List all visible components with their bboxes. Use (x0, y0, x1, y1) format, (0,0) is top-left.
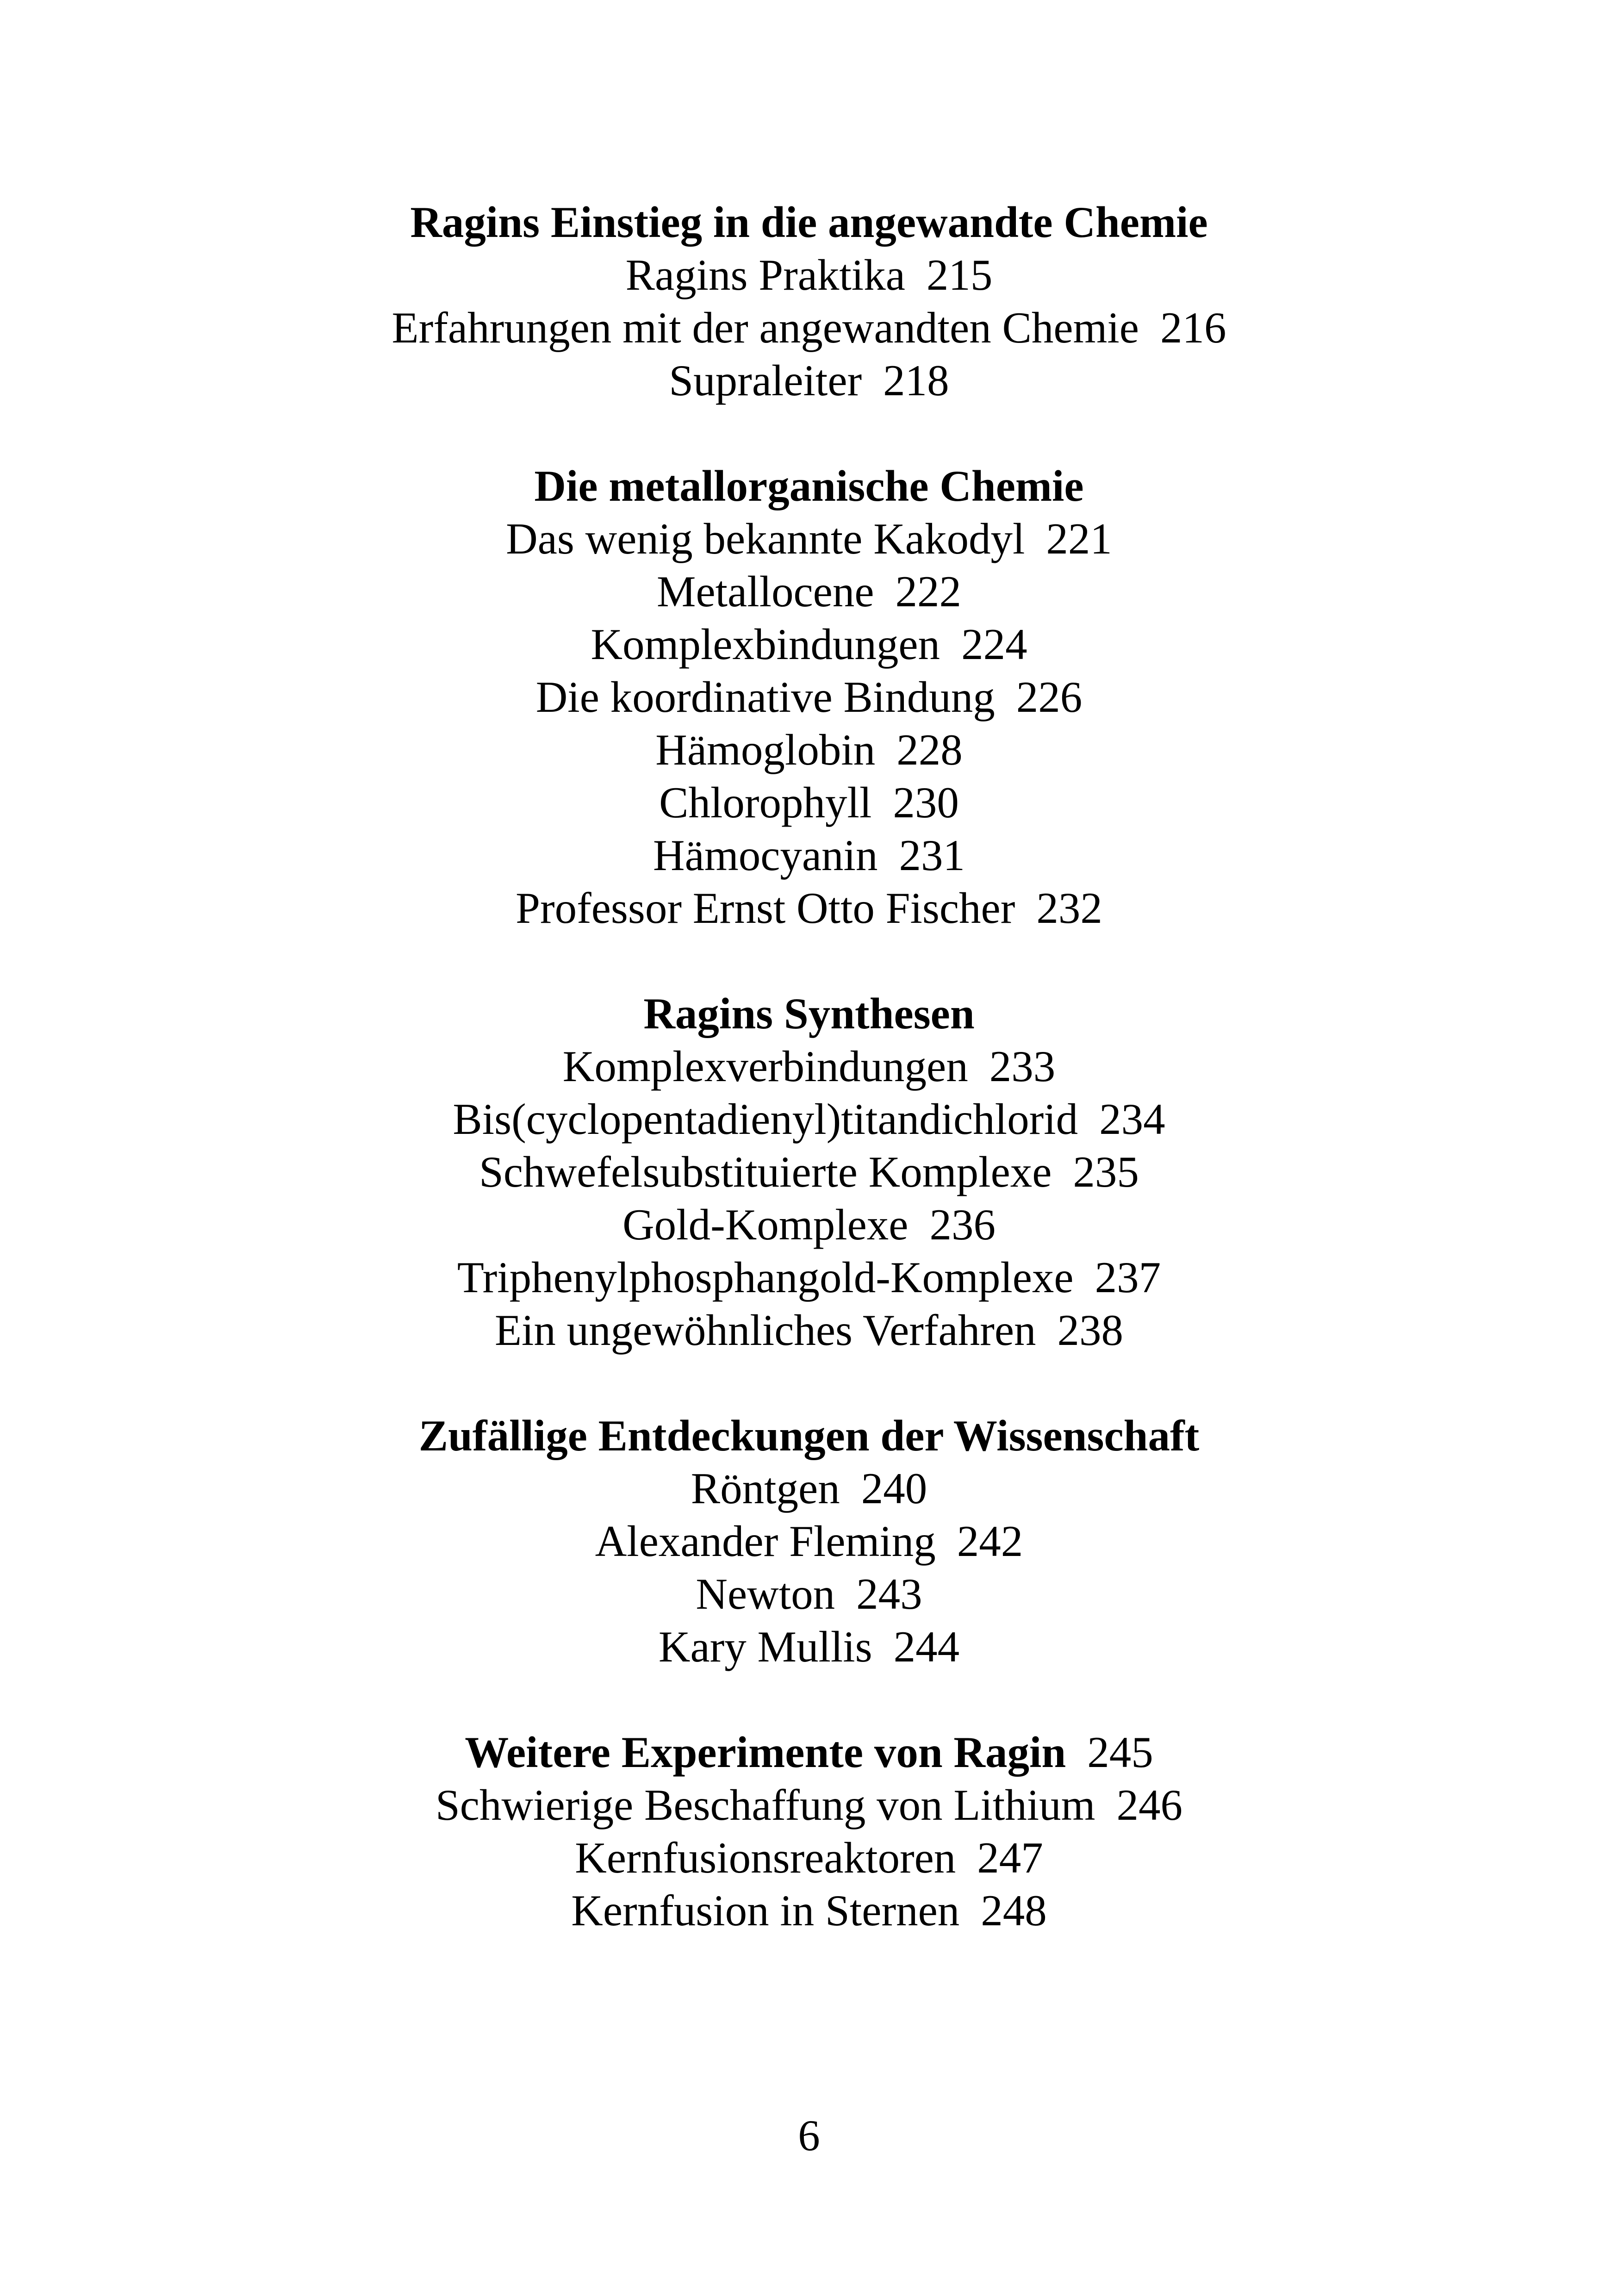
toc-entry-title: Gold-Komplexe (622, 1200, 909, 1249)
toc-entry-page: 218 (883, 356, 949, 405)
toc-entry-page: 216 (1160, 303, 1226, 352)
toc-entry-title: Ein ungewöhnliches Verfahren (494, 1306, 1036, 1355)
toc-entry-title: Supraleiter (669, 356, 862, 405)
toc-entry (0, 1620, 1618, 1673)
toc-entry-page: 237 (1095, 1253, 1161, 1302)
toc-entry-page: 221 (1046, 514, 1112, 563)
toc-entry-title: Das wenig bekannte Kakodyl (506, 514, 1025, 563)
toc-entry-page: 240 (861, 1464, 927, 1513)
toc-entry-page: 215 (926, 250, 993, 299)
toc-entry (0, 301, 1618, 354)
toc-entry-page: 247 (977, 1833, 1043, 1882)
toc-entry (0, 1198, 1618, 1251)
toc-entry-page: 233 (989, 1042, 1056, 1091)
toc-entry (0, 249, 1618, 301)
toc-entry-title: Ragins Praktika (625, 250, 905, 299)
toc-entry-title: Metallocene (657, 567, 874, 616)
toc-entry-title: Kernfusionsreaktoren (575, 1833, 956, 1882)
toc-entry-page: 244 (893, 1622, 960, 1671)
toc-section (0, 987, 1618, 1356)
toc-entry-title: Hämocyanin (653, 831, 878, 880)
toc-section (0, 196, 1618, 407)
toc-entry (0, 723, 1618, 776)
section-heading-title: Ragins Synthesen (643, 989, 975, 1038)
toc-entry-page: 230 (893, 778, 959, 827)
toc-entry-page: 232 (1036, 884, 1102, 933)
toc-entry (0, 776, 1618, 829)
toc-entry (0, 618, 1618, 671)
toc-entry-title: Die koordinative Bindung (535, 672, 995, 722)
toc-entry-title: Röntgen (691, 1464, 840, 1513)
toc-entry-title: Kary Mullis (658, 1622, 872, 1671)
toc-entry-page: 228 (896, 725, 963, 774)
toc-entry-page: 222 (895, 567, 961, 616)
toc-entry (0, 671, 1618, 723)
toc-entry-page: 242 (957, 1517, 1023, 1566)
toc-entry-title: Erfahrungen mit der angewandten Chemie (392, 303, 1139, 352)
toc-entry (0, 565, 1618, 618)
toc-entry-title: Komplexverbindungen (562, 1042, 968, 1091)
toc-entry (0, 1304, 1618, 1356)
toc-entry (0, 1093, 1618, 1145)
section-heading-page: 245 (1087, 1728, 1153, 1777)
toc-entry (0, 1884, 1618, 1937)
toc-entry-title: Schwierige Beschaffung von Lithium (435, 1780, 1095, 1829)
section-heading (0, 1409, 1618, 1462)
section-heading-title: Weitere Experimente von Ragin (465, 1728, 1066, 1777)
toc-entry-title: Professor Ernst Otto Fischer (516, 884, 1015, 933)
toc-entry-page: 235 (1073, 1147, 1139, 1196)
toc-entry (0, 882, 1618, 934)
toc-entry (0, 1515, 1618, 1568)
section-heading-title: Die metallorganische Chemie (534, 461, 1084, 510)
toc-entry-page: 248 (981, 1886, 1047, 1935)
toc-entry-title: Newton (696, 1569, 835, 1618)
toc-entry (0, 1462, 1618, 1515)
toc-entry-page: 246 (1116, 1780, 1183, 1829)
toc-entry-title: Hämoglobin (655, 725, 876, 774)
toc-section (0, 1726, 1618, 1937)
toc-entry-page: 234 (1099, 1095, 1165, 1144)
toc-entry-title: Triphenylphosphangold-Komplexe (457, 1253, 1074, 1302)
section-heading (0, 460, 1618, 512)
toc-entry-title: Alexander Fleming (595, 1517, 936, 1566)
page-number: 6 (798, 2111, 820, 2160)
toc-entry (0, 829, 1618, 882)
section-heading (0, 987, 1618, 1040)
toc-section (0, 460, 1618, 934)
toc-section (0, 1409, 1618, 1673)
toc-entry (0, 1779, 1618, 1831)
section-heading (0, 1726, 1618, 1779)
toc-entry-page: 243 (856, 1569, 922, 1618)
section-heading-title: Ragins Einstieg in die angewandte Chemie (410, 198, 1208, 247)
toc-entry (0, 1568, 1618, 1620)
toc-entry (0, 512, 1618, 565)
section-heading (0, 196, 1618, 249)
toc-entry-title: Kernfusion in Sternen (571, 1886, 960, 1935)
toc-entry-page: 226 (1016, 672, 1083, 722)
toc-entry (0, 1145, 1618, 1198)
toc-entry-page: 236 (929, 1200, 996, 1249)
toc-entry-title: Schwefelsubstituierte Komplexe (479, 1147, 1052, 1196)
toc-entry-page: 238 (1057, 1306, 1124, 1355)
toc-entry (0, 1251, 1618, 1304)
table-of-contents (0, 196, 1618, 1990)
toc-entry-title: Komplexbindungen (591, 620, 940, 669)
toc-entry-page: 231 (899, 831, 965, 880)
toc-entry (0, 354, 1618, 407)
toc-entry (0, 1040, 1618, 1093)
toc-entry-title: Chlorophyll (659, 778, 872, 827)
section-heading-title: Zufällige Entdeckungen der Wissenschaft (418, 1411, 1200, 1460)
toc-entry-page: 224 (961, 620, 1027, 669)
toc-entry-title: Bis(cyclopentadienyl)titandichlorid (453, 1095, 1078, 1144)
toc-entry (0, 1831, 1618, 1884)
